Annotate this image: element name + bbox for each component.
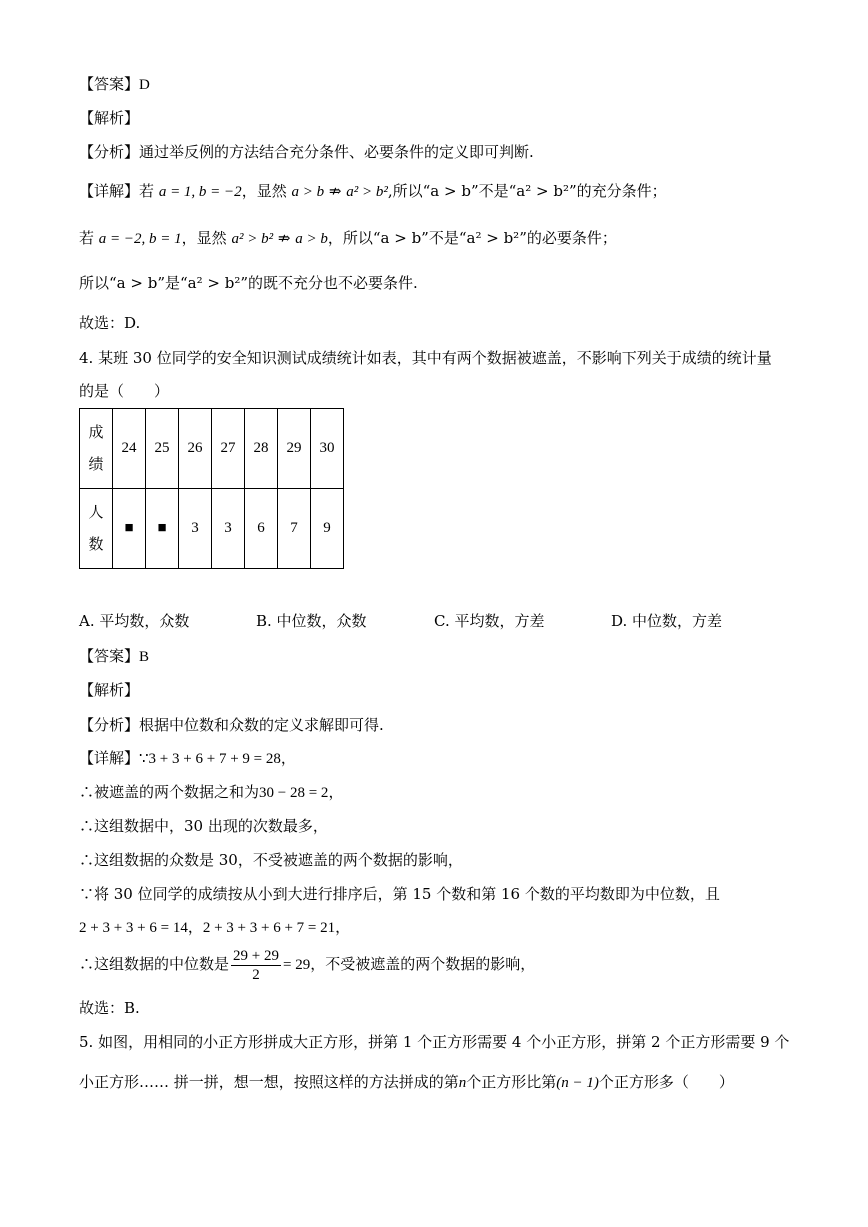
answer-label: 【答案】 [79,647,140,665]
line-text: 个正方形比第 [466,1073,557,1091]
q5-stem-line1: 5. 如图，用相同的小正方形拼成大正方形，拼第 1 个正方形需要 4 个小正方形，拼第 2 个正方形需要 9 个 [79,1033,790,1051]
q4-line-f [79,946,535,984]
q4-stem-line2: 的是（ ） [79,382,170,400]
table-cell: 27 [212,409,245,489]
q4-line-b: ∴这组数据中，30 出现的次数最多， [79,817,328,835]
masked-cell: ■ [113,489,146,569]
variable-n: n [458,1075,467,1091]
q4-choices [79,611,799,631]
table-cell: 7 [278,489,311,569]
not-implies-symbol: ⇏ [277,229,291,247]
q4-line-c: ∴这组数据的众数是 30，不受被遮盖的两个数据的影响， [79,851,463,869]
text-prefix: 若 [139,182,155,200]
q4-analysis-label: 【解析】 [79,681,140,699]
q4-line-e: 2 + 3 + 3 + 6 = 14，2 + 3 + 3 + 6 + 7 = 21， [79,920,351,936]
q4-line-d: ∵将 30 位同学的成绩按从小到大进行排序后，第 15 个数和第 16 个数的平均数即为中位数，且 [79,885,720,903]
line-text: ∴被遮盖的两个数据之和为 [79,783,260,801]
masked-cell: ■ [146,489,179,569]
q3-fenxi [79,142,534,162]
header-char: 数 [88,536,104,553]
score-table [79,408,344,569]
q4-choose: 故选：B. [79,999,140,1017]
line-equation: = 29 [282,957,311,973]
table-cell: 28 [245,409,278,489]
q3-choose: 故选：D. [79,314,141,332]
row-header [80,409,113,489]
text-prefix: 若 [79,229,95,247]
text-tail: ,所以“a > b”不是“a² > b²”的充分条件； [387,182,667,200]
relation-2: a > b [295,231,328,247]
expression: (n − 1) [556,1075,599,1091]
table-cell: 24 [113,409,146,489]
q4-fenxi [79,715,384,735]
condition: a = −2, b = 1 [98,231,182,247]
q4-stem-line1: 4. 某班 30 位同学的安全知识测试成绩统计如表，其中有两个数据被遮盖，不影响下列关于成绩的统计量 [79,349,772,367]
condition: a = 1, b = −2 [158,184,242,200]
table-cell: 25 [146,409,179,489]
q3-analysis-label: 【解析】 [79,109,140,127]
header-char: 绩 [88,456,104,473]
line-text: 小正方形…… 拼一拼，想一想，按照这样的方法拼成的第 [79,1073,459,1091]
line-equation: 30 − 28 = 2 [259,785,329,801]
table-cell: 9 [311,489,344,569]
choice-d: D. 中位数，方差 [611,612,723,630]
text-mid: ，显然 [241,182,287,200]
fenxi-text: 根据中位数和众数的定义求解即可得. [139,716,384,734]
line-tail: ，不受被遮盖的两个数据的影响， [310,955,536,973]
table-cell: 3 [212,489,245,569]
header-char: 成 [88,424,104,441]
table-cell: 6 [245,489,278,569]
table-row [80,489,344,569]
q4-answer [79,646,149,667]
fraction-denominator: 2 [252,966,260,983]
q4-detail [79,748,296,769]
answer-value: B [139,649,150,665]
q3-detail-line3: 所以“a > b”是“a² > b²”的既不充分也不必要条件. [79,274,418,292]
row-header [80,489,113,569]
q3-detail-line1 [79,181,667,202]
text-tail: ，所以“a > b”不是“a² > b²”的必要条件； [327,229,617,247]
table-cell: 29 [278,409,311,489]
relation-1: a² > b² [231,231,274,247]
q4-line-a [79,782,343,803]
table-cell: 30 [311,409,344,489]
fenxi-text: 通过举反例的方法结合充分条件、必要条件的定义即可判断. [139,143,534,161]
q3-answer [79,74,150,95]
detail-label: 【详解】 [79,749,140,767]
detail-label: 【详解】 [79,182,140,200]
detail-equation: ∵3 + 3 + 6 + 7 + 9 = 28， [139,751,296,767]
table-cell: 3 [179,489,212,569]
choice-a: A. 平均数，众数 [79,612,190,630]
fraction [231,947,281,984]
choice-c: C. 平均数，方差 [434,612,545,630]
answer-value: D [139,77,150,93]
table-cell: 26 [179,409,212,489]
not-implies-symbol: ⇏ [328,182,342,200]
line-tail: ， [328,783,344,801]
q5-stem-line2 [79,1072,734,1093]
text-mid: ，显然 [181,229,227,247]
fenxi-label: 【分析】 [79,716,140,734]
fenxi-label: 【分析】 [79,143,140,161]
answer-label: 【答案】 [79,75,140,93]
line-text: 个正方形多（ ） [598,1073,734,1091]
table-row [80,409,344,489]
q3-detail-line2 [79,228,617,249]
line-text: ∴这组数据的中位数是 [79,955,230,973]
relation-2: a² > b² [346,184,388,200]
header-char: 人 [88,504,104,521]
choice-b: B. 中位数，众数 [256,612,367,630]
relation-1: a > b [291,184,325,200]
fraction-numerator: 29 + 29 [233,947,279,964]
